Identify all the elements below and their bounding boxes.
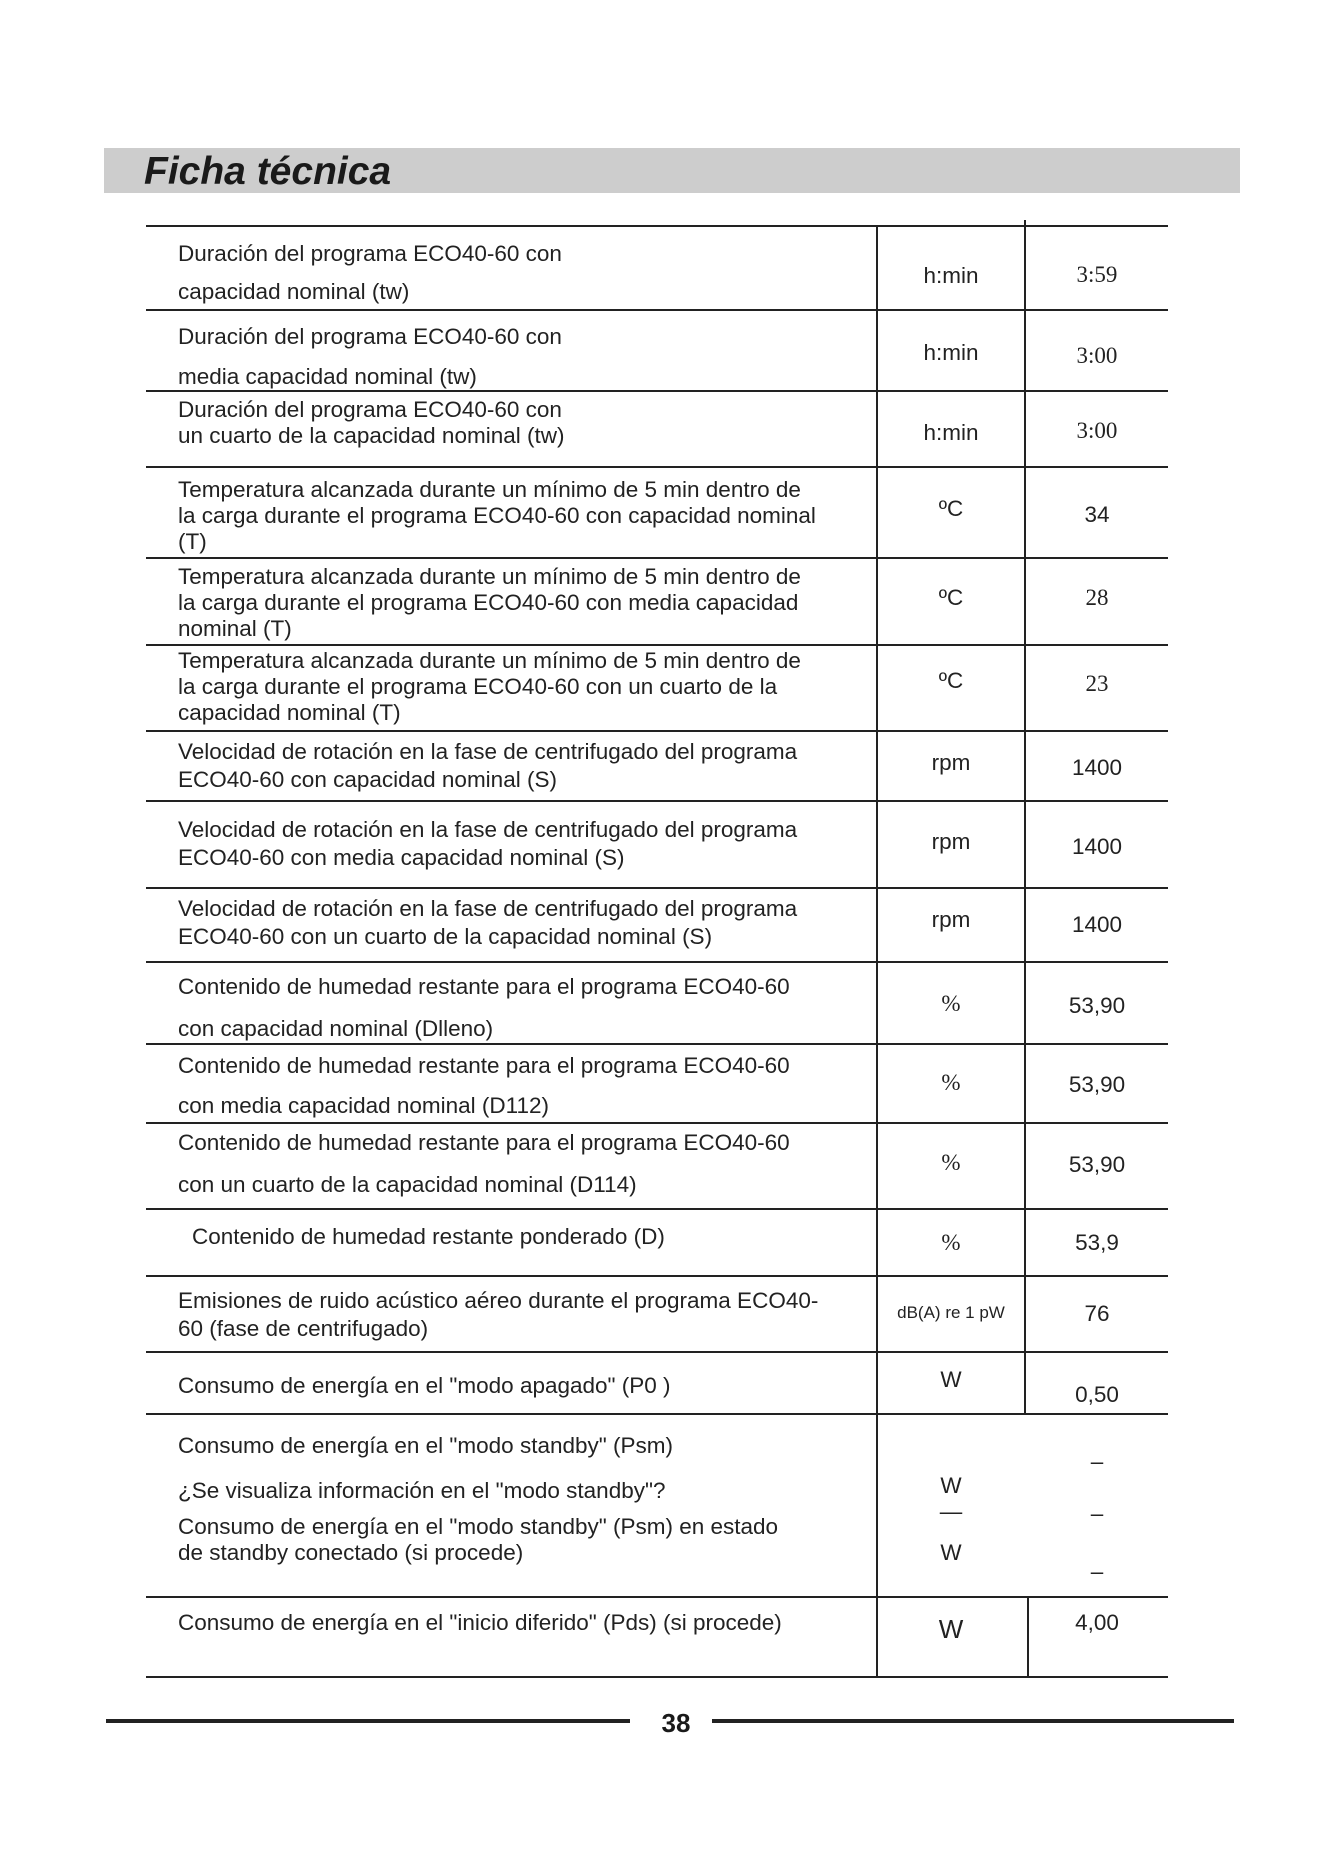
- table-row: Duración del programa ECO40-60 con media capacidad nominal (tw) h:min 3:00: [146, 309, 1168, 390]
- value-cell: 53,9: [1075, 1230, 1119, 1255]
- value-cell: 53,90: [1068, 1152, 1126, 1177]
- table-row: Temperatura alcanzada durante un mínimo de 5 min dentro de la carga durante el programa ECO40-60 con un cuarto de la capacidad nominal (T) ºC 23: [146, 644, 1168, 730]
- unit-cell: W: [938, 1614, 964, 1644]
- unit-cell: ºC: [938, 496, 964, 521]
- unit-cell: W: [940, 1473, 962, 1498]
- value-cell: 53,90: [1068, 1072, 1126, 1097]
- value-cell: 3:00: [1076, 343, 1118, 368]
- value-cell: 28: [1085, 585, 1109, 610]
- unit-cell: ºC: [938, 668, 964, 693]
- value-cell: 23: [1085, 671, 1109, 696]
- page-title: Ficha técnica: [144, 150, 392, 193]
- table-row: Velocidad de rotación en la fase de centrifugado del programa ECO40-60 con media capacidad nominal (S) rpm 1400: [146, 800, 1168, 887]
- table-row: Consumo de energía en el "inicio diferido" (Pds) (si procede) W 4,00: [146, 1596, 1168, 1676]
- value-cell: 1400: [1071, 755, 1123, 780]
- value-cell: –: [1090, 1449, 1104, 1474]
- table-row: Emisiones de ruido acústico aéreo durante el programa ECO40- 60 (fase de centrifugado) dB(A) re 1 pW 76: [146, 1275, 1168, 1351]
- footer-rule-left: [106, 1719, 630, 1723]
- value-cell: 1400: [1071, 834, 1123, 859]
- unit-cell: %: [941, 1230, 961, 1255]
- value-cell: 4,00: [1075, 1610, 1119, 1635]
- unit-cell: h:min: [923, 340, 979, 365]
- table-row: Contenido de humedad restante para el programa ECO40-60 con un cuarto de la capacidad nominal (D114) % 53,90: [146, 1122, 1168, 1208]
- table-row: Consumo de energía en el "modo apagado" (P0 ) W 0,50: [146, 1351, 1168, 1413]
- table-row: Consumo de energía en el "modo standby" (Psm) ¿Se visualiza información en el "modo standby"? Consumo de energía en el "modo standby" (Psm) en estado de standby conectado (si procede) W — W – – –: [146, 1413, 1168, 1596]
- footer-rule-right: [712, 1719, 1234, 1723]
- unit-cell: rpm: [931, 829, 971, 854]
- section-header: [104, 148, 1240, 193]
- value-cell: 3:00: [1076, 418, 1118, 443]
- unit-cell: rpm: [931, 750, 971, 775]
- table-rule: [146, 1676, 1168, 1678]
- unit-cell: %: [941, 1070, 961, 1095]
- value-cell: 0,50: [1075, 1382, 1119, 1407]
- unit-cell: ºC: [938, 585, 964, 610]
- value-cell: 1400: [1071, 912, 1123, 937]
- table-row: Contenido de humedad restante ponderado (D) % 53,9: [146, 1208, 1168, 1275]
- value-cell: 34: [1084, 502, 1110, 527]
- unit-cell: W: [940, 1540, 962, 1565]
- unit-cell: %: [941, 991, 961, 1016]
- value-cell: 76: [1084, 1301, 1110, 1326]
- table-row: Duración del programa ECO40-60 con un cuarto de la capacidad nominal (tw) h:min 3:00: [146, 390, 1168, 466]
- table-row: Contenido de humedad restante para el programa ECO40-60 con media capacidad nominal (D112) % 53,90: [146, 1043, 1168, 1122]
- value-cell: 3:59: [1076, 262, 1118, 287]
- value-cell: –: [1090, 1559, 1104, 1584]
- unit-cell: h:min: [923, 420, 979, 445]
- table-row: Temperatura alcanzada durante un mínimo de 5 min dentro de la carga durante el programa ECO40-60 con capacidad nominal (T) ºC 34: [146, 466, 1168, 557]
- unit-cell: —: [939, 1499, 963, 1524]
- unit-cell: %: [941, 1150, 961, 1175]
- unit-cell: W: [940, 1367, 962, 1392]
- page-number: 38: [661, 1708, 691, 1738]
- value-cell: 53,90: [1068, 993, 1126, 1018]
- value-cell: –: [1090, 1501, 1104, 1526]
- unit-cell: h:min: [923, 263, 979, 288]
- table-row: Velocidad de rotación en la fase de centrifugado del programa ECO40-60 con un cuarto de la capacidad nominal (S) rpm 1400: [146, 887, 1168, 961]
- table-row: Contenido de humedad restante para el programa ECO40-60 con capacidad nominal (Dlleno) % 53,90: [146, 961, 1168, 1043]
- table-row: Velocidad de rotación en la fase de centrifugado del programa ECO40-60 con capacidad nominal (S) rpm 1400: [146, 730, 1168, 800]
- unit-cell: dB(A) re 1 pW: [897, 1303, 1005, 1322]
- table-row: Temperatura alcanzada durante un mínimo de 5 min dentro de la carga durante el programa ECO40-60 con media capacidad nominal (T) ºC 28: [146, 557, 1168, 644]
- unit-cell: rpm: [931, 907, 971, 932]
- table-row: Duración del programa ECO40-60 con capacidad nominal (tw) h:min 3:59: [146, 225, 1168, 309]
